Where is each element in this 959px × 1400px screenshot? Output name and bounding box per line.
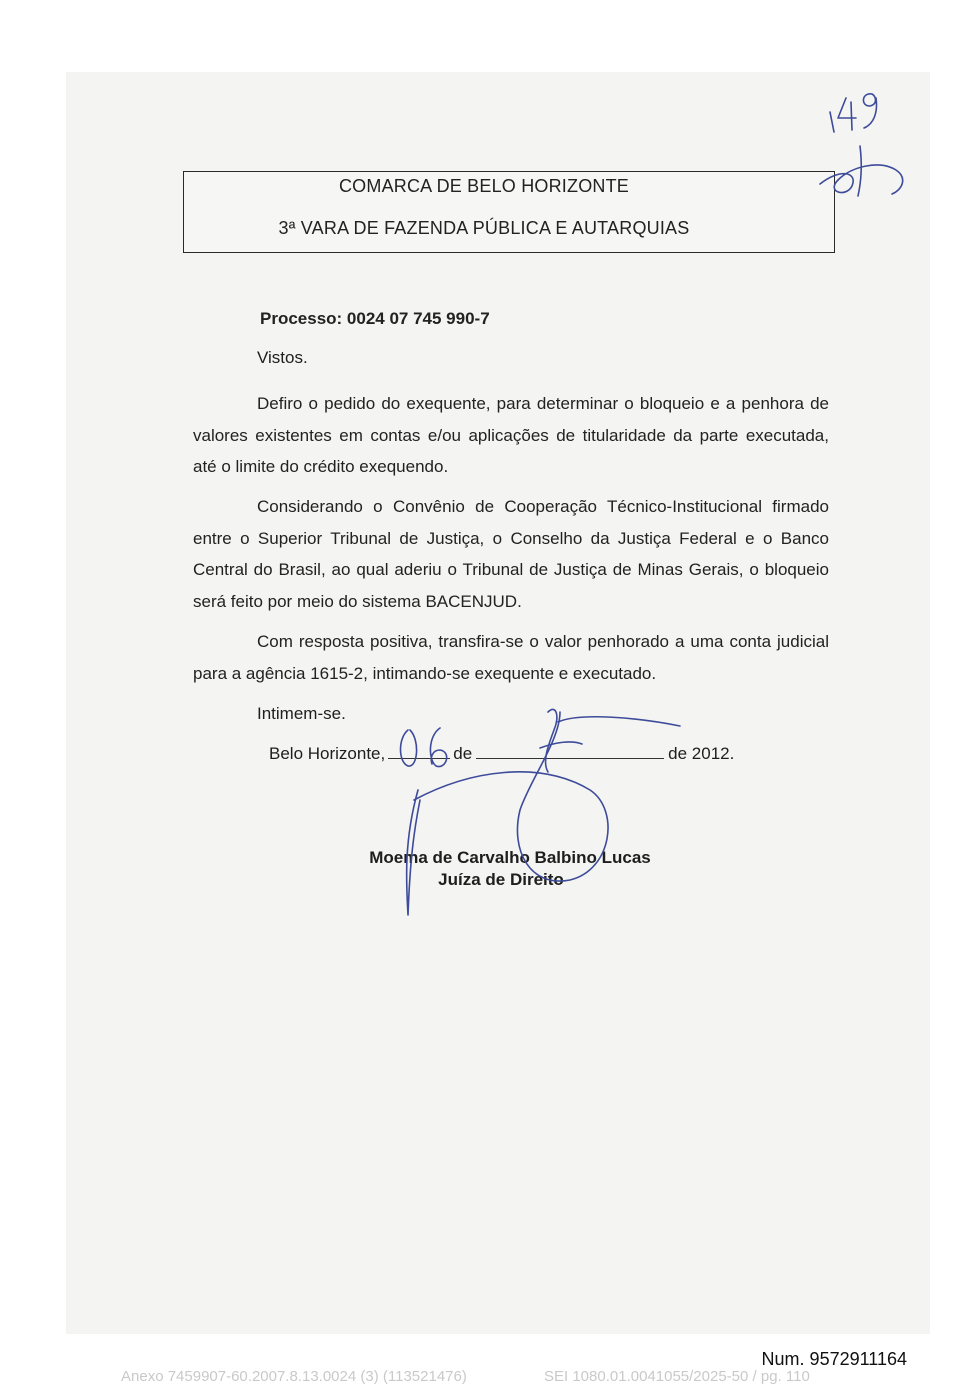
month-blank [476,743,664,759]
day-blank [388,743,450,759]
court-division: 3ª VARA DE FAZENDA PÚBLICA E AUTARQUIAS [278,218,690,238]
scanned-page [66,72,930,1334]
date-year: de 2012. [668,744,735,763]
paragraph-3: Com resposta positiva, transfira-se o valor penhorado a uma conta judicial para a agência 1615-2, intimando-se exequente e executado. [193,632,829,683]
paragraph-1: Defiro o pedido do exequente, para determinar o bloqueio e a penhora de valores existentes em contas e/ou aplicações de titularidade da parte executada, até o limite do crédito exequendo. [193,394,829,476]
date-de: de [453,744,473,763]
footer-sei: SEI 1080.01.0041055/2025-50 / pg. 110 [544,1368,810,1385]
judge-name: Moema de Carvalho Balbino Lucas [369,848,651,867]
date-line [269,743,734,764]
date-city: Belo Horizonte, [269,744,386,763]
footer-annex: Anexo 7459907-60.2007.8.13.0024 (3) (113521476) [121,1368,467,1385]
vistos-text: Vistos. [257,348,308,367]
court-name: COMARCA DE BELO HORIZONTE [338,176,630,196]
judge-role: Juíza de Direito [438,870,564,889]
intimem-text: Intimem-se. [257,704,346,723]
process-number: Processo: 0024 07 745 990-7 [260,309,490,328]
document-number: Num. 9572911164 [761,1349,907,1369]
court-header-box [183,171,835,253]
paragraph-2: Considerando o Convênio de Cooperação Técnico-Institucional firmado entre o Superior Tribunal de Justiça, o Conselho da Justiça Federal e o Banco Central do Brasil, ao qual aderiu o Tribunal de Justiça de Minas Gerais, o bloqueio será feito por meio do sistema BACENJUD. [193,497,829,611]
